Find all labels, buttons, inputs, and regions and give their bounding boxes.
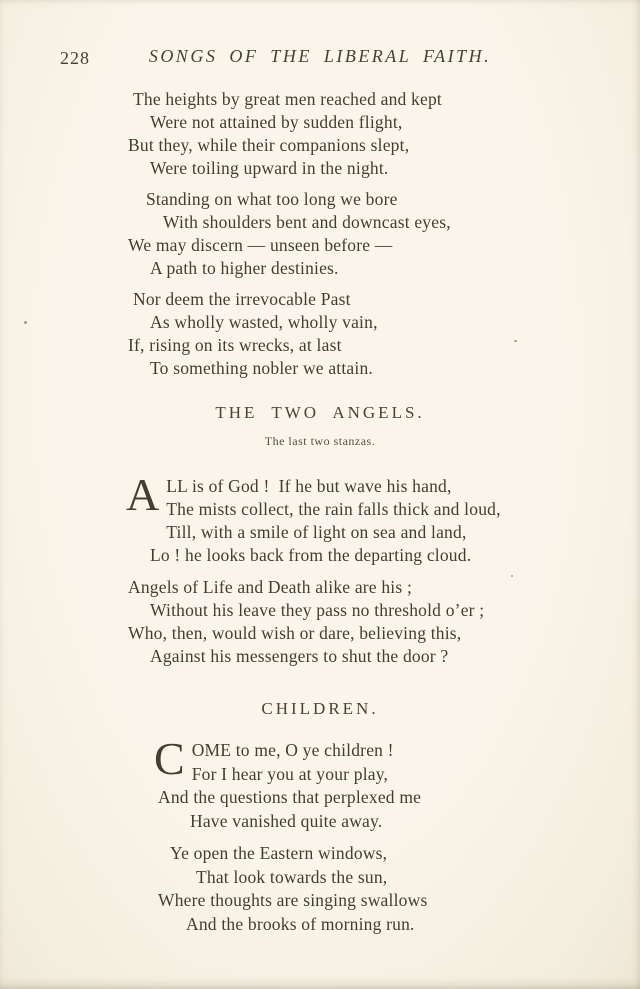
- scan-speck: [24, 321, 27, 324]
- poem-line: For I hear you at your play,: [191, 763, 389, 784]
- poem-line: As wholly wasted, wholly vain,: [150, 312, 378, 332]
- poem-line: The heights by great men reached and kept: [133, 89, 442, 109]
- stanza: [128, 288, 598, 380]
- poem-line: The mists collect, the rain falls thick and loud,: [166, 499, 501, 519]
- poem-line: With shoulders bent and downcast eyes,: [163, 212, 451, 232]
- stanza: [128, 188, 598, 280]
- poem-line: LL is of God ! If he but wave his hand,: [166, 476, 452, 496]
- poem-line: Till, with a smile of light on sea and land,: [166, 522, 467, 542]
- poem-line: To something nobler we attain.: [150, 358, 373, 378]
- children-poem: [154, 733, 598, 936]
- poem-line: Were toiling upward in the night.: [150, 158, 389, 178]
- poem-line: A path to higher destinies.: [150, 258, 339, 278]
- poem-line: Nor deem the irrevocable Past: [133, 289, 351, 309]
- scan-speck: [514, 340, 517, 342]
- poem-subtitle: The last two stanzas.: [264, 434, 376, 448]
- poem-title-two-angels: THE TWO ANGELS.: [215, 403, 425, 422]
- stanza: [156, 842, 598, 936]
- poem-line: Who, then, would wish or dare, believing this,: [128, 623, 462, 643]
- poem-line: Angels of Life and Death alike are his ;: [128, 577, 413, 597]
- drop-cap-initial: C: [154, 733, 185, 784]
- page-content: [128, 88, 598, 944]
- poem-title-children: CHILDREN.: [261, 699, 379, 718]
- drop-cap-initial: A: [126, 469, 160, 520]
- poem-line: Standing on what too long we bore: [146, 189, 398, 209]
- poem-line: Without his leave they pass no threshold o’er ;: [150, 600, 485, 620]
- poem-line: Have vanished quite away.: [190, 810, 383, 831]
- poem-line: Lo ! he looks back from the departing cloud.: [150, 545, 472, 565]
- scan-speck: [511, 575, 513, 577]
- poem-line: Against his messengers to shut the door ?: [150, 646, 449, 666]
- poem-line: That look towards the sun,: [196, 866, 388, 887]
- poem-line: But they, while their companions slept,: [128, 135, 410, 155]
- poem-line: And the questions that perplexed me: [158, 787, 422, 807]
- poem-line: OME to me, O ye children !: [191, 740, 394, 760]
- stanza: [128, 88, 598, 180]
- poem-line: If, rising on its wrecks, at last: [128, 335, 342, 355]
- stanza: [126, 469, 598, 567]
- running-title: SONGS OF THE LIBERAL FAITH.: [148, 46, 492, 66]
- poem-line: And the brooks of morning run.: [186, 913, 415, 934]
- poem-line: We may discern — unseen before —: [128, 235, 393, 255]
- poem-line: Ye open the Eastern windows,: [170, 843, 388, 863]
- stanza: [154, 733, 598, 833]
- poem-line: Were not attained by sudden flight,: [150, 112, 403, 132]
- stanza: [128, 576, 598, 668]
- page-number: 228: [60, 48, 90, 68]
- page-header: [0, 46, 640, 72]
- poem-line: Where thoughts are singing swallows: [158, 890, 428, 910]
